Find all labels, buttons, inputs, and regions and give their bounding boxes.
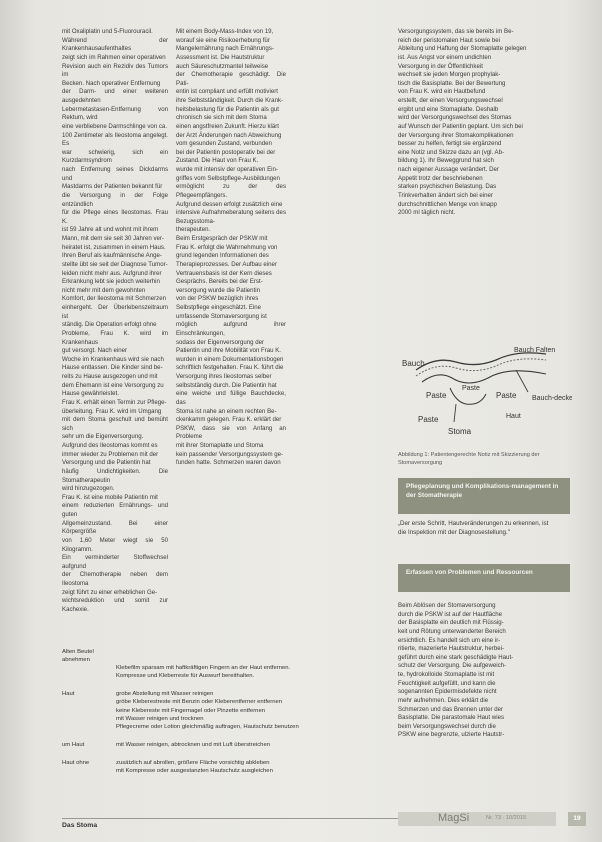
column-1-line: Mastdarms der Patienten bekannt für bbox=[62, 183, 163, 191]
column-2-line: grund legenden Informationen des bbox=[176, 252, 269, 260]
column-1-line: Woche im Krankenhaus wird sie nach bbox=[62, 355, 164, 363]
column-1-line: dem Ehemann ist eine Versorgung zu bbox=[62, 381, 164, 389]
column-1-line: ist 59 Jahre alt und wohnt mit ihrem bbox=[62, 226, 159, 234]
table-cell-line: mit Wasser reinigen, abtrocknen und mit Luft überstreichen bbox=[116, 741, 270, 748]
section-heading-pflegeplanung: Pflegeplanung und Komplikations-management in der Stomatherapie bbox=[398, 478, 570, 514]
column-3-bottom bbox=[398, 602, 548, 740]
label-paste-right: Paste bbox=[496, 391, 517, 400]
table-row bbox=[62, 690, 400, 730]
column-1-line: leiden nicht mehr aus. Aufgrund ihrer bbox=[62, 269, 162, 277]
column-1-line: einem reduzierten Ernährungs- und guten bbox=[62, 502, 168, 518]
column-1-line: Frau K. ist eine mobile Patientin mit bbox=[62, 493, 158, 501]
column-1-line: für die Pflege eines Ileostomas. Frau K. bbox=[62, 209, 168, 225]
column-3-line: starken psychischen Belastung. Das bbox=[398, 183, 497, 191]
column-2-line: Therapieprozesses. Der Aufbau einer bbox=[176, 260, 277, 268]
column-2-line: Mit einem Body-Mass-Index von 19, bbox=[176, 28, 274, 35]
column-2-line: therapeuten. bbox=[176, 226, 211, 234]
label-bauchdecke: Bauch-decke bbox=[532, 395, 572, 402]
column-2-line: umfassende Stomaversorgung ist bbox=[176, 312, 267, 320]
column-2-line: wurden in einem Dokumentationsbogen bbox=[176, 355, 284, 363]
column-3-line: durchschnittlichen Menge von knapp bbox=[398, 200, 497, 208]
column-2-line: möglich aufgrund ihrer Einschränkungen, bbox=[176, 321, 286, 337]
column-3-line: auf Wunsch der Patientin geplant. Um sich bei bbox=[398, 122, 523, 130]
column-1-line: Ein verminderter Stoffwechsel aufgrund bbox=[62, 554, 168, 570]
table-cell-line: Kompresse und Kleberreste für Auswurf bereithalten. bbox=[116, 673, 255, 680]
column-2 bbox=[176, 28, 286, 468]
column-3-line: bildung 1). Ihr Beweggrund hat sich bbox=[398, 157, 494, 165]
column-3-line: ist. Aus Angst vor einem undichten bbox=[398, 53, 492, 61]
column-1-line: Frau K. erhält einen Termin zur Pflege- bbox=[62, 398, 167, 406]
footer-bar bbox=[398, 812, 556, 826]
column-1-line: Hause entlassen. Die Kinder sind be- bbox=[62, 364, 163, 372]
footer-rule bbox=[62, 818, 402, 819]
column-1-line: einhergeht. Der Überlebenszeitraum ist bbox=[62, 304, 168, 320]
table-row-value bbox=[116, 759, 400, 775]
column-2-line: intensive Aufnahmeberatung seitens des Bezugsstoma- bbox=[176, 209, 286, 225]
column-1-line: Allgemeinzustand. Bei einer Körpergröße bbox=[62, 519, 168, 536]
column-3-bottom-line: geführt durch eine stark geschädigte Haut- bbox=[398, 653, 514, 661]
column-3-line: ergibt und eine Stomaplatte. Deshalb bbox=[398, 105, 499, 113]
column-1-line: Mann, mit dem sie seit 30 Jahren ver- bbox=[62, 235, 164, 242]
column-1-line: Während der Krankenhausaufenthaltes bbox=[62, 36, 168, 53]
column-2-line: griffes vom Selbstpflege-Ausbildungen bbox=[176, 174, 280, 182]
column-1-line: war schwierig, sich ein Kurzdarmsyndrom bbox=[62, 148, 168, 165]
table-row-label: um Haut bbox=[62, 741, 85, 748]
column-3-bottom-line: durch die PSKW ist auf der Hautfläche bbox=[398, 610, 502, 618]
column-2-line: sodass der Eigenversorgung der bbox=[176, 338, 265, 346]
table-cell-line: Pflegecreme oder Lotion gleichmäßig auftragen, Hautschutz benutzen bbox=[116, 723, 299, 730]
column-3-line: tisch die Basisplatte. Bei der Bewertung bbox=[398, 79, 506, 87]
column-3-bottom-line: PSKW eine begrenzte, ulzierte Hautstr- bbox=[398, 731, 505, 739]
column-1-line: Ihren Beruf als kaufmännische Ange- bbox=[62, 252, 162, 260]
column-2-line: einen angstfreien Zukunft. Hierzu klärt bbox=[176, 122, 279, 130]
column-3-bottom-line: Beim Ablösen der Stomaversorgung bbox=[398, 602, 496, 609]
column-1-line: häufig Undichtigkeiten. Die Stomatherapeutin bbox=[62, 467, 168, 484]
column-2-line: Assessment ist. Die Hautstruktur bbox=[176, 53, 265, 61]
table-cell-line: gröbe Kleberestreste mit Benzin oder Kleberentferner entfernen bbox=[116, 699, 283, 706]
column-3-line: Versorgung in der Öffentlichkeit bbox=[398, 62, 483, 70]
column-1-line: gut versorgt. Nach einer bbox=[62, 347, 128, 355]
column-1-line: Versorgung und die Patientin hat bbox=[62, 459, 151, 467]
label-haut: Haut bbox=[506, 413, 521, 420]
column-2-line: wurde mit intensiv der operativen Ein- bbox=[176, 166, 278, 173]
column-1-line: Hause gewährleistet. bbox=[62, 390, 119, 398]
column-3-line: besser zu helfen, fertigt sie ergänzend bbox=[398, 140, 502, 148]
column-2-line: versorgung wurde die Patientin bbox=[176, 286, 261, 294]
column-2-line: ihre Selbstständigkeit. Durch die Krank- bbox=[176, 97, 284, 104]
column-1-line: reits zu Hause ausgezogen und mit bbox=[62, 373, 158, 380]
column-2-line: der Arzt Änderungen nach Abweichung bbox=[176, 131, 282, 139]
column-1-line: Aufgrund des Ileostomas kommt es bbox=[62, 442, 158, 449]
column-2-line: entin ist compliant und erfüllt motiviert bbox=[176, 88, 278, 96]
column-2-line: Stoma ist nahe an einem rechten Be- bbox=[176, 407, 277, 415]
column-3-bottom-line: Feuchtigkeit aufgefüllt, und kann die bbox=[398, 679, 496, 687]
table-row-value bbox=[116, 741, 400, 749]
column-3-line: von Frau K. wird ein Hautbefund bbox=[398, 88, 486, 96]
column-2-line: kein passender Versorgungssystem ge- bbox=[176, 450, 284, 458]
column-2-line: Versorgung ihres Ileostomas selber bbox=[176, 373, 272, 380]
column-1-line: Komfort, der Ileostoma mit Schmerzen bbox=[62, 295, 166, 303]
column-2-line: Vertrauensbasis ist der Kern dieses bbox=[176, 269, 272, 277]
column-2-line: ermöglicht zu der des Pflegeempfängers. bbox=[176, 183, 286, 199]
column-2-line: vom gesunden Zustand, verbunden bbox=[176, 140, 272, 148]
column-2-line: bei der Patientin postoperativ bei der bbox=[176, 148, 276, 156]
table-row-label: Haut bbox=[62, 691, 75, 698]
pull-quote: „Der erste Schritt, Hautveränderungen zu erkennen, ist die Inspektion mit der Diagnosestellung." bbox=[398, 520, 549, 536]
page-number: 19 bbox=[568, 812, 586, 826]
column-1-line: die Versorgung in der Folge entzündlich bbox=[62, 191, 168, 208]
column-1-line: von 1,60 Meter wiegt sie 50 Kilogramm. bbox=[62, 536, 168, 553]
column-1-line: Erkrankung lebt sie jedoch weiterhin bbox=[62, 278, 160, 286]
column-3-bottom-line: beim Versorgungswechsel durch die bbox=[398, 722, 496, 730]
column-1-line: Becken. Nach operativer Entfernung bbox=[62, 79, 161, 87]
table-cell-line: grobe Abstellung mit Wasser reinigen bbox=[116, 691, 214, 698]
column-2-line: auch Säureschutzmantel teilweise bbox=[176, 62, 269, 70]
column-3 bbox=[398, 28, 548, 218]
column-3-line: nach eigener Aussage verändert. Der bbox=[398, 166, 499, 173]
column-1-line: heiratet ist, zusammen in einem Haus. bbox=[62, 243, 166, 251]
column-2-line: heitsbelastung für die Patientin als gut bbox=[176, 105, 279, 113]
column-2-line: der Chemotherapie geschädigt. Die Pati- bbox=[176, 71, 286, 87]
column-3-bottom-line: te, hydrokolloide Stomaplatte ist mit bbox=[398, 671, 495, 678]
column-2-line: Beim Erstgespräch der PSKW mit bbox=[176, 235, 268, 242]
column-2-line: schriftlich festgehalten. Frau K. führt die bbox=[176, 364, 284, 372]
table-row-value bbox=[116, 690, 400, 730]
column-2-line: mit ihrer Stomaplatte und Stoma bbox=[176, 442, 264, 449]
table-row bbox=[62, 759, 400, 775]
column-2-line: Zustand. Die Haut von Frau K. bbox=[176, 157, 259, 165]
column-1 bbox=[62, 28, 168, 615]
column-2-line: Selbstpflege eingeschätzt. Eine bbox=[176, 304, 262, 311]
column-1-line: wichtsreduktion und somit zur Kachexie. bbox=[62, 597, 168, 613]
table-cell-line: Klebefilm sparsam mit haftkräftigen Fingern an der Haut entfernen. bbox=[116, 665, 291, 672]
column-3-line: Ableitung und Haftung der Stomaplatte gelegen bbox=[398, 45, 527, 53]
column-3-bottom-line: schutz der Versorgung. Die aufgeweich- bbox=[398, 662, 507, 670]
table-cell-line: mit Kompresse oder ausgestanzten Hautschutz ausgleichen bbox=[116, 768, 273, 775]
stoma-sketch bbox=[396, 340, 572, 450]
column-1-line: Revision auch ein Rezidiv des Tumors im bbox=[62, 62, 168, 79]
magazine-brand: MagSi bbox=[438, 812, 470, 824]
issue-number: Nr. 73 · 10/2015 bbox=[486, 815, 527, 821]
table-row-value bbox=[116, 648, 400, 664]
column-2-line: Gesprächs. Bereits bei der Erst- bbox=[176, 278, 263, 286]
table-cell-line: keine Klebereste mit Fingernagel oder Pinzette entfernen bbox=[116, 707, 265, 714]
section-heading-probleme: Erfassen von Problemen und Ressourcen bbox=[398, 564, 570, 592]
column-1-line: stellte übt sie seit der Diagnose Tumor- bbox=[62, 260, 168, 268]
table-cell-line: mit Wasser reinigen und trocknen bbox=[116, 715, 204, 722]
column-1-line: Probleme, Frau K. wird im Krankenhaus bbox=[62, 329, 168, 346]
column-3-bottom-line: ersichtlich. Es handelt sich um eine ir- bbox=[398, 636, 501, 644]
column-1-line: zeigt sich im Rahmen einer operativen bbox=[62, 53, 166, 61]
column-2-line: selbstständig durch. Die Patientin hat bbox=[176, 381, 277, 389]
column-1-line: ständig. Die Operation erfolgt ohne bbox=[62, 321, 157, 329]
stoma-sketch-figure bbox=[396, 340, 572, 450]
column-2-line: ckenkamm gelegen. Frau K. erklärt der bbox=[176, 416, 282, 424]
figure-caption: Abbildung 1: Patientengerechte Notiz mit Skizzierung der Stomaversorgung bbox=[398, 452, 540, 466]
column-2-line: worauf sie eine Risikoerhebung für bbox=[176, 36, 270, 44]
column-1-line: immer wieder zu Problemen mit der bbox=[62, 450, 159, 458]
label-stoma: Stoma bbox=[448, 427, 472, 436]
table-row-label bbox=[62, 664, 116, 680]
column-2-line: chronisch sie sich mit dem Stoma bbox=[176, 114, 267, 122]
column-3-bottom-line: keit und Rötung unterwanderter Bereich bbox=[398, 627, 506, 635]
table-row-label: Alten Beutel abnehmen bbox=[62, 649, 94, 664]
column-1-line: der Chemotherapie neben dem Ileostoma bbox=[62, 571, 168, 587]
column-2-line: von der PSKW bezüglich ihres bbox=[176, 295, 259, 303]
column-2-line: funden hatte. Schmerzen waren davon bbox=[176, 459, 281, 467]
label-paste-top: Paste bbox=[462, 385, 480, 392]
column-1-line: mit Oxaliplatin und 5-Fluorouracil. bbox=[62, 28, 153, 35]
column-2-line: Aufgrund dessen erfolgt zusätzlich eine bbox=[176, 200, 283, 208]
column-2-line: PSKW, dass sie von Anfang an Probleme bbox=[176, 424, 286, 441]
column-3-bottom-line: der Basisplatte ein deutlich mit Flüssig- bbox=[398, 619, 504, 627]
column-3-line: wechselt sie jeden Morgen prophylak- bbox=[398, 71, 501, 79]
column-1-line: mit dem Stoma geschult und bemüht sich bbox=[62, 416, 168, 432]
column-3-line: erstellt, der einen Versorgungswechsel bbox=[398, 97, 503, 104]
label-paste-bottom: Paste bbox=[418, 415, 439, 424]
table-row bbox=[62, 648, 400, 664]
column-1-line: überleitung. Frau K. wird im Umgang bbox=[62, 407, 162, 415]
table-row bbox=[62, 741, 400, 749]
table-row bbox=[62, 664, 400, 680]
column-1-line: Lebermetastasen-Entfernung von Rektum, wird bbox=[62, 105, 168, 122]
care-instructions-table bbox=[62, 648, 400, 775]
label-falten: Bauch Falten bbox=[514, 347, 556, 354]
table-cell-line: zusätzlich auf abrollen, größere Fläche vorsichtig abkleben bbox=[116, 759, 270, 766]
column-3-line: wird der Versorgungswechsel des Stomas bbox=[398, 114, 512, 122]
column-1-line: der Darm- und einer weiteren ausgedehnten bbox=[62, 88, 168, 104]
column-3-line: 2000 ml täglich nicht. bbox=[398, 209, 456, 217]
table-row-label: Haut ohne bbox=[62, 759, 90, 766]
column-1-line: nicht mehr mit dem gewohnten bbox=[62, 286, 146, 294]
column-1-line: wird hinzugezogen. bbox=[62, 485, 115, 493]
column-3-bottom-line: sogenannten Epidermisdefekte nicht bbox=[398, 688, 497, 696]
column-3-bottom-line: Schmerzen und das Brennen unter der bbox=[398, 705, 504, 713]
column-2-line: Mangelernährung nach Ernährungs- bbox=[176, 45, 274, 53]
label-paste-left: Paste bbox=[426, 391, 447, 400]
column-1-line: sehr um die Eigenversorgung. bbox=[62, 433, 144, 441]
column-3-bottom-line: ritierte, mazerierte Hautstruktur, herbei- bbox=[398, 645, 505, 653]
column-2-line: Patientin und ihre Mobilität von Frau K. bbox=[176, 347, 282, 355]
column-3-line: reich der peristomalen Haut sowie bei bbox=[398, 36, 500, 44]
label-bauch: Bauch bbox=[402, 359, 425, 368]
column-2-line: Frau K. erfolgt die Wahrnehmung von bbox=[176, 243, 278, 251]
footer-section-title: Das Stoma bbox=[62, 822, 98, 829]
column-3-bottom-line: Basisplatte. Die parastomale Haut wies bbox=[398, 714, 505, 722]
column-1-line: zeigt führt zu einer erheblichen Ge- bbox=[62, 588, 158, 596]
table-row-value bbox=[116, 664, 400, 680]
column-3-line: Appetit trotz der beschriebenen bbox=[398, 174, 483, 182]
column-3-line: Versorgungssystem, das sie bereits im Be- bbox=[398, 28, 514, 35]
column-3-bottom-line: mehr aufnehmen. Dies erklärt die bbox=[398, 696, 489, 704]
column-1-line: nach Entfernung seines Dickdarms und bbox=[62, 166, 168, 182]
column-3-line: der Versorgung ihrer Stomakomplikationen bbox=[398, 131, 514, 139]
column-1-line: eine verbliebene Darmschlinge von ca. bbox=[62, 122, 168, 130]
column-3-line: Trinkverhalten ändert sich bei einer bbox=[398, 191, 493, 199]
column-3-line: eine Notiz und Skizze dazu an (vgl. Ab- bbox=[398, 148, 505, 156]
column-2-line: eine weiche und füllige Bauchdecke, das bbox=[176, 390, 286, 406]
column-1-line: 100 Zentimeter als Ileostoma angelegt. Es bbox=[62, 131, 168, 148]
